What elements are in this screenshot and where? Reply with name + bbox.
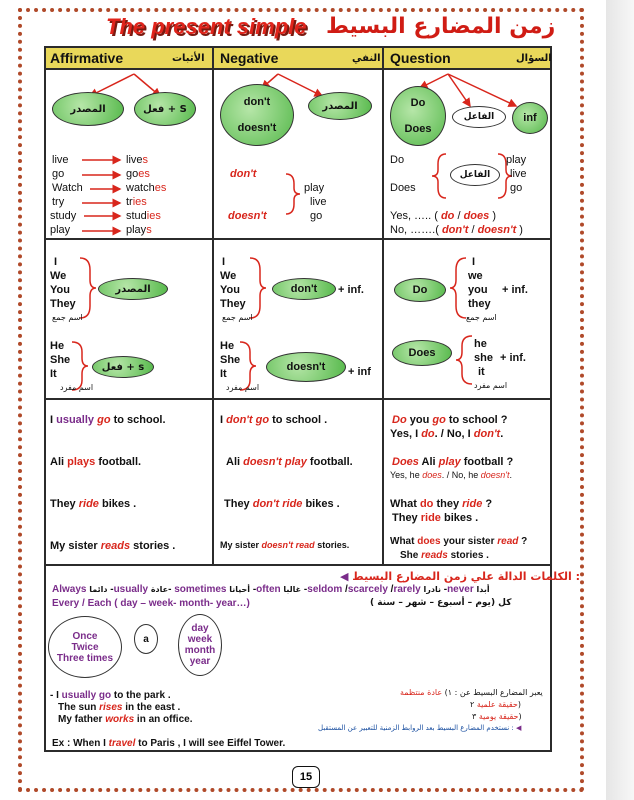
q-verb: go xyxy=(510,182,523,194)
subject: They xyxy=(220,298,246,310)
neg-verb: live xyxy=(310,196,327,208)
subject: she xyxy=(474,352,493,364)
verb-inflected: lives xyxy=(126,154,149,166)
header-question: Question xyxy=(390,50,451,66)
verb-inflected: goes xyxy=(126,168,150,180)
subject: It xyxy=(220,368,227,380)
example-affirmative: Ali plays football. xyxy=(50,456,142,468)
future-use-note: نستخدم المضارع البسيط بعد الروابط الزمنية للتعبير عن المستقبل : ◀ xyxy=(318,724,522,732)
subject: I xyxy=(54,256,58,268)
neg-doesnt-label: doesn't xyxy=(228,210,267,222)
use-item: حقيقة علمية ٢) xyxy=(470,700,522,709)
base-form-oval: المصدر xyxy=(308,92,372,120)
example-negative: Ali doesn't play football. xyxy=(226,456,353,468)
future-example: Ex : When I travel to Paris , I will see Eiffel Tower. xyxy=(52,738,286,749)
do-oval: Do xyxy=(394,278,446,302)
period-oval: day week month year xyxy=(178,614,222,676)
subject: you xyxy=(468,284,488,296)
header-affirmative-ar: الأثبات xyxy=(172,53,205,64)
subject: I xyxy=(472,256,476,268)
subject: We xyxy=(50,270,67,282)
example-answer: They ride bikes . xyxy=(392,512,479,524)
example-question: What does your sister read ? xyxy=(390,536,528,547)
base-form-oval: المصدر xyxy=(52,92,124,126)
subject: I xyxy=(222,256,226,268)
subject: it xyxy=(478,366,485,378)
subject: She xyxy=(50,354,71,366)
frequency-adverbs-line: Always دائما -usually عادة- sometimes أحيانا -often غالبا -seldom /scarcely /rarely نادرا -never أبدا xyxy=(52,584,490,595)
verb-base: live xyxy=(52,154,69,166)
header-affirmative: Affirmative xyxy=(50,50,124,66)
every-each-line: Every / Each ( day – week- month- year…) xyxy=(52,598,250,609)
plus-inf: + inf. xyxy=(500,352,526,364)
daily-fact-example: My father works in an office. xyxy=(58,714,193,725)
subject: You xyxy=(220,284,240,296)
subject: they xyxy=(468,298,491,310)
example-question: Do you go to school ? xyxy=(392,414,508,426)
q-verb: play xyxy=(506,154,527,166)
page-title-english: The present simple xyxy=(106,14,307,39)
page-title-arabic: زمن المضارع البسيط xyxy=(326,14,556,39)
do-does-oval: Do Does xyxy=(390,86,446,146)
plus-inf: + inf xyxy=(348,366,371,378)
infinitive-oval: inf xyxy=(512,102,548,134)
subject: we xyxy=(468,270,483,282)
habit-example: - I usually go to the park . xyxy=(50,690,171,701)
doesnt-oval: doesn't xyxy=(266,352,346,382)
subject-oval: الفاعل xyxy=(452,106,506,128)
subject: It xyxy=(50,368,57,380)
example-negative: My sister doesn't read stories. xyxy=(220,540,350,550)
scientific-fact-example: The sun rises in the east . xyxy=(58,702,181,713)
use-item: حقيقة يومية ٣) xyxy=(472,712,522,721)
singular-noun-note: اسم مفرد xyxy=(474,381,508,390)
example-answer: Yes, he does. / No, he doesn't. xyxy=(390,470,513,480)
verb-base: Watch xyxy=(52,182,83,194)
article-a-oval: a xyxy=(134,624,158,654)
example-negative: They don't ride bikes . xyxy=(224,498,340,510)
example-answer: She reads stories . xyxy=(400,550,489,561)
subject: he xyxy=(474,338,487,350)
verb-inflected: watches xyxy=(126,182,167,194)
plural-noun-note: اسم جمع xyxy=(52,313,83,322)
q-verb: live xyxy=(510,168,527,180)
short-answer-no: No, …….( don't / doesn't ) xyxy=(390,224,523,236)
header-question-ar: السؤال xyxy=(516,53,552,64)
example-question: What do they ride ? xyxy=(390,498,493,510)
plus-inf: + inf. xyxy=(338,284,364,296)
every-each-arabic: كل (يوم – أسبوع – شهر – سنة ) xyxy=(370,598,512,608)
subject: We xyxy=(220,270,237,282)
subject: He xyxy=(50,340,65,352)
subject: You xyxy=(50,284,70,296)
plural-noun-note: اسم جمع xyxy=(466,313,497,322)
verb-base: try xyxy=(52,196,65,208)
singular-noun-note: اسم مفرد xyxy=(226,383,260,392)
header-negative-ar: النفي xyxy=(352,53,381,64)
example-affirmative: I usually go to school. xyxy=(50,414,166,426)
base-form-oval: المصدر xyxy=(98,278,168,300)
dont-doesnt-oval: don't doesn't xyxy=(220,84,294,146)
does-oval: Does xyxy=(392,340,452,366)
subject: He xyxy=(220,340,235,352)
verb-inflected: plays xyxy=(126,224,152,236)
plus-inf: + inf. xyxy=(502,284,528,296)
example-negative: I don't go to school . xyxy=(220,414,328,426)
uses-heading: يعبر المضارع البسيط عن : ١) عادة منتظمة xyxy=(400,688,543,697)
verb-base: go xyxy=(52,168,65,180)
short-answer-yes: Yes, ….. ( do / does ) xyxy=(390,210,496,222)
q-do-label: Do xyxy=(390,154,405,166)
dont-oval: don't xyxy=(272,278,336,300)
plural-noun-note: اسم جمع xyxy=(222,313,253,322)
times-oval: Once Twice Three times xyxy=(48,616,122,678)
example-question: Does Ali play football ? xyxy=(392,456,514,468)
signal-words-heading: ◀ الكلمات الدالة علي زمن المضارع البسيط : xyxy=(340,570,580,583)
neg-verb: go xyxy=(310,210,323,222)
verb-inflected: tries xyxy=(126,196,147,208)
header-negative: Negative xyxy=(220,50,279,66)
verb-base: study xyxy=(50,210,77,222)
verb-plus-s-oval: فعل + s xyxy=(92,356,154,378)
q-does-label: Does xyxy=(390,182,416,194)
singular-noun-note: اسم مفرد xyxy=(60,383,94,392)
neg-verb: play xyxy=(304,182,325,194)
example-answer: Yes, I do. / No, I don't. xyxy=(390,428,504,440)
subject-oval: الفاعل xyxy=(450,164,500,186)
subject: They xyxy=(50,298,76,310)
example-affirmative: They ride bikes . xyxy=(50,498,137,510)
example-affirmative: My sister reads stories . xyxy=(50,540,176,552)
neg-dont-label: don't xyxy=(230,168,257,180)
verb-base: play xyxy=(50,224,71,236)
verb-inflected: studies xyxy=(126,210,161,222)
subject: She xyxy=(220,354,241,366)
verb-plus-s-oval: فعل + S xyxy=(134,92,196,126)
page-number: 15 xyxy=(292,766,320,788)
